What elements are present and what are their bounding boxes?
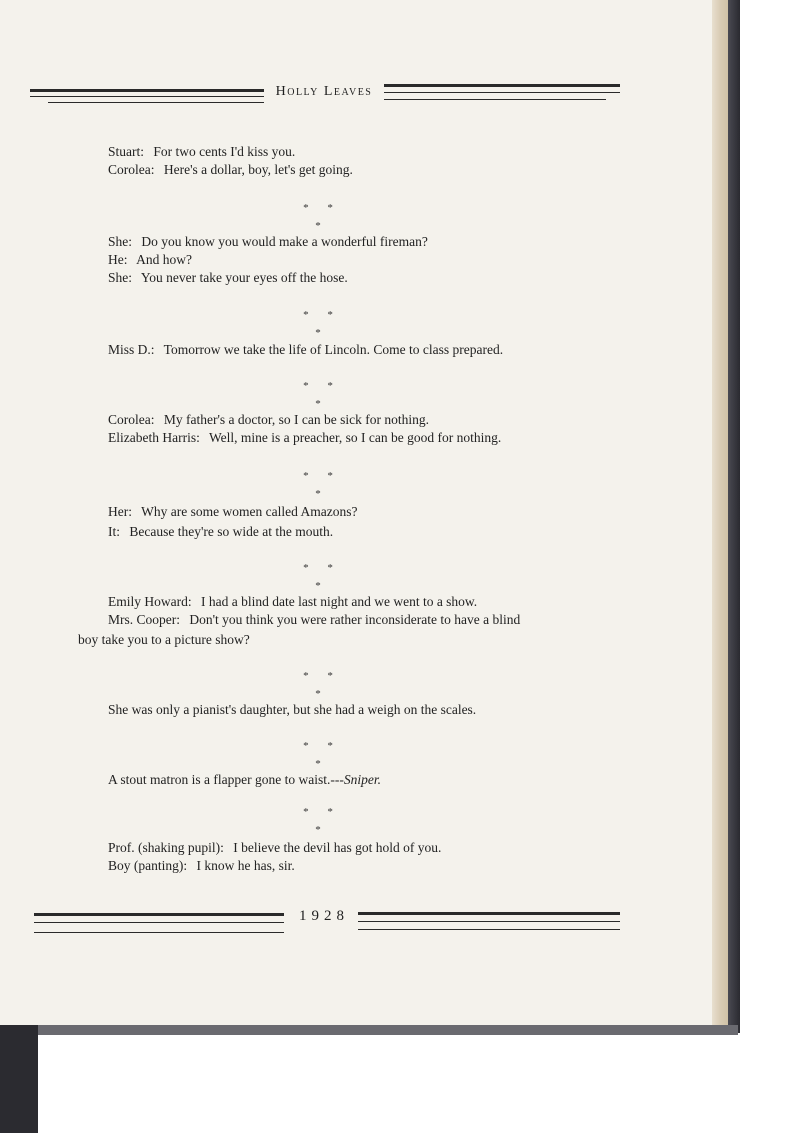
separator-asterisks: * * * bbox=[303, 470, 341, 500]
dialogue-text: I had a blind date last night and we went to a show. bbox=[201, 594, 478, 609]
speaker: Emily Howard: bbox=[108, 594, 192, 609]
separator-asterisks: * * * bbox=[303, 380, 341, 410]
joke-line bbox=[108, 143, 295, 161]
book-cover bbox=[728, 0, 740, 1033]
joke-line bbox=[108, 857, 295, 875]
speaker: Stuart: bbox=[108, 144, 144, 159]
dialogue-text: She was only a pianist's daughter, but she had a weigh on the scales. bbox=[108, 702, 477, 717]
footer-rule-left-low bbox=[34, 932, 284, 933]
speaker: Boy (panting): bbox=[108, 858, 188, 873]
speaker: Her: bbox=[108, 504, 132, 519]
speaker: Elizabeth Harris: bbox=[108, 430, 200, 445]
joke-line bbox=[108, 701, 476, 719]
dialogue-text: For two cents I'd kiss you. bbox=[153, 144, 296, 159]
footer-rule-right-top bbox=[358, 912, 620, 915]
speaker: Prof. (shaking pupil): bbox=[108, 840, 224, 855]
header-rule-left-top bbox=[30, 89, 264, 92]
speaker: He: bbox=[108, 252, 128, 267]
header-rule-right-top bbox=[384, 84, 620, 87]
joke-line bbox=[108, 269, 348, 287]
joke-line bbox=[108, 161, 353, 179]
joke-line bbox=[78, 631, 250, 649]
dialogue-text: My father's a doctor, so I can be sick for nothing. bbox=[163, 412, 429, 427]
joke-line bbox=[108, 593, 477, 611]
dialogue-text: Do you know you would make a wonderful fireman? bbox=[141, 234, 428, 249]
dialogue-text: Here's a dollar, boy, let's get going. bbox=[163, 162, 353, 177]
speaker: She: bbox=[108, 234, 133, 249]
cover-bottom bbox=[38, 1025, 738, 1035]
dialogue-text: I know he has, sir. bbox=[196, 858, 295, 873]
dialogue-text: I believe the devil has got hold of you. bbox=[233, 840, 442, 855]
dialogue-text: boy take you to a picture show? bbox=[78, 632, 250, 647]
header-rule-left-mid bbox=[30, 96, 264, 97]
joke-line bbox=[108, 429, 501, 447]
speaker: Corolea: bbox=[108, 162, 155, 177]
joke-line bbox=[108, 839, 441, 857]
dialogue-text: Well, mine is a preacher, so I can be good for nothing. bbox=[208, 430, 502, 445]
speaker: She: bbox=[108, 270, 133, 285]
joke-line bbox=[108, 341, 503, 359]
separator-asterisks: * * * bbox=[303, 562, 341, 592]
dialogue-text: And how? bbox=[136, 252, 193, 267]
joke-line bbox=[108, 771, 381, 789]
footer-rule-right-low bbox=[358, 929, 620, 930]
joke-line bbox=[108, 233, 428, 251]
footer-rule-right-mid bbox=[358, 921, 620, 922]
separator-asterisks: * * * bbox=[303, 670, 341, 700]
footer-rule-left-mid bbox=[34, 922, 284, 923]
page-year: 1928 bbox=[299, 908, 349, 924]
separator-asterisks: * * * bbox=[303, 740, 341, 770]
dialogue-text: Why are some women called Amazons? bbox=[141, 504, 358, 519]
joke-line bbox=[108, 611, 520, 629]
speaker: Mrs. Cooper: bbox=[108, 612, 180, 627]
running-head: Holly Leaves bbox=[275, 84, 373, 99]
header-rule-right-mid bbox=[384, 92, 620, 93]
joke-line bbox=[108, 503, 357, 521]
dialogue-text: A stout matron is a flapper gone to waist.--- bbox=[108, 772, 344, 787]
separator-asterisks: * * * bbox=[303, 202, 341, 232]
speaker: It: bbox=[108, 524, 120, 539]
scanner-shadow bbox=[0, 1025, 38, 1133]
separator-asterisks: * * * bbox=[303, 806, 341, 836]
dialogue-text: Tomorrow we take the life of Lincoln. Come to class prepared. bbox=[163, 342, 504, 357]
dialogue-text: You never take your eyes off the hose. bbox=[140, 270, 348, 285]
speaker: Corolea: bbox=[108, 412, 155, 427]
header-rule-left-low bbox=[48, 102, 264, 103]
speaker: Miss D.: bbox=[108, 342, 155, 357]
footer-rule-left-top bbox=[34, 913, 284, 916]
separator-asterisks: * * * bbox=[303, 309, 341, 339]
header-rule-right-low bbox=[384, 99, 606, 100]
attribution: Sniper. bbox=[343, 772, 381, 787]
joke-line bbox=[108, 411, 429, 429]
joke-line bbox=[108, 523, 333, 541]
dialogue-text: Because they're so wide at the mouth. bbox=[129, 524, 334, 539]
joke-line bbox=[108, 251, 192, 269]
dialogue-text: Don't you think you were rather inconsiderate to have a blind bbox=[189, 612, 521, 627]
